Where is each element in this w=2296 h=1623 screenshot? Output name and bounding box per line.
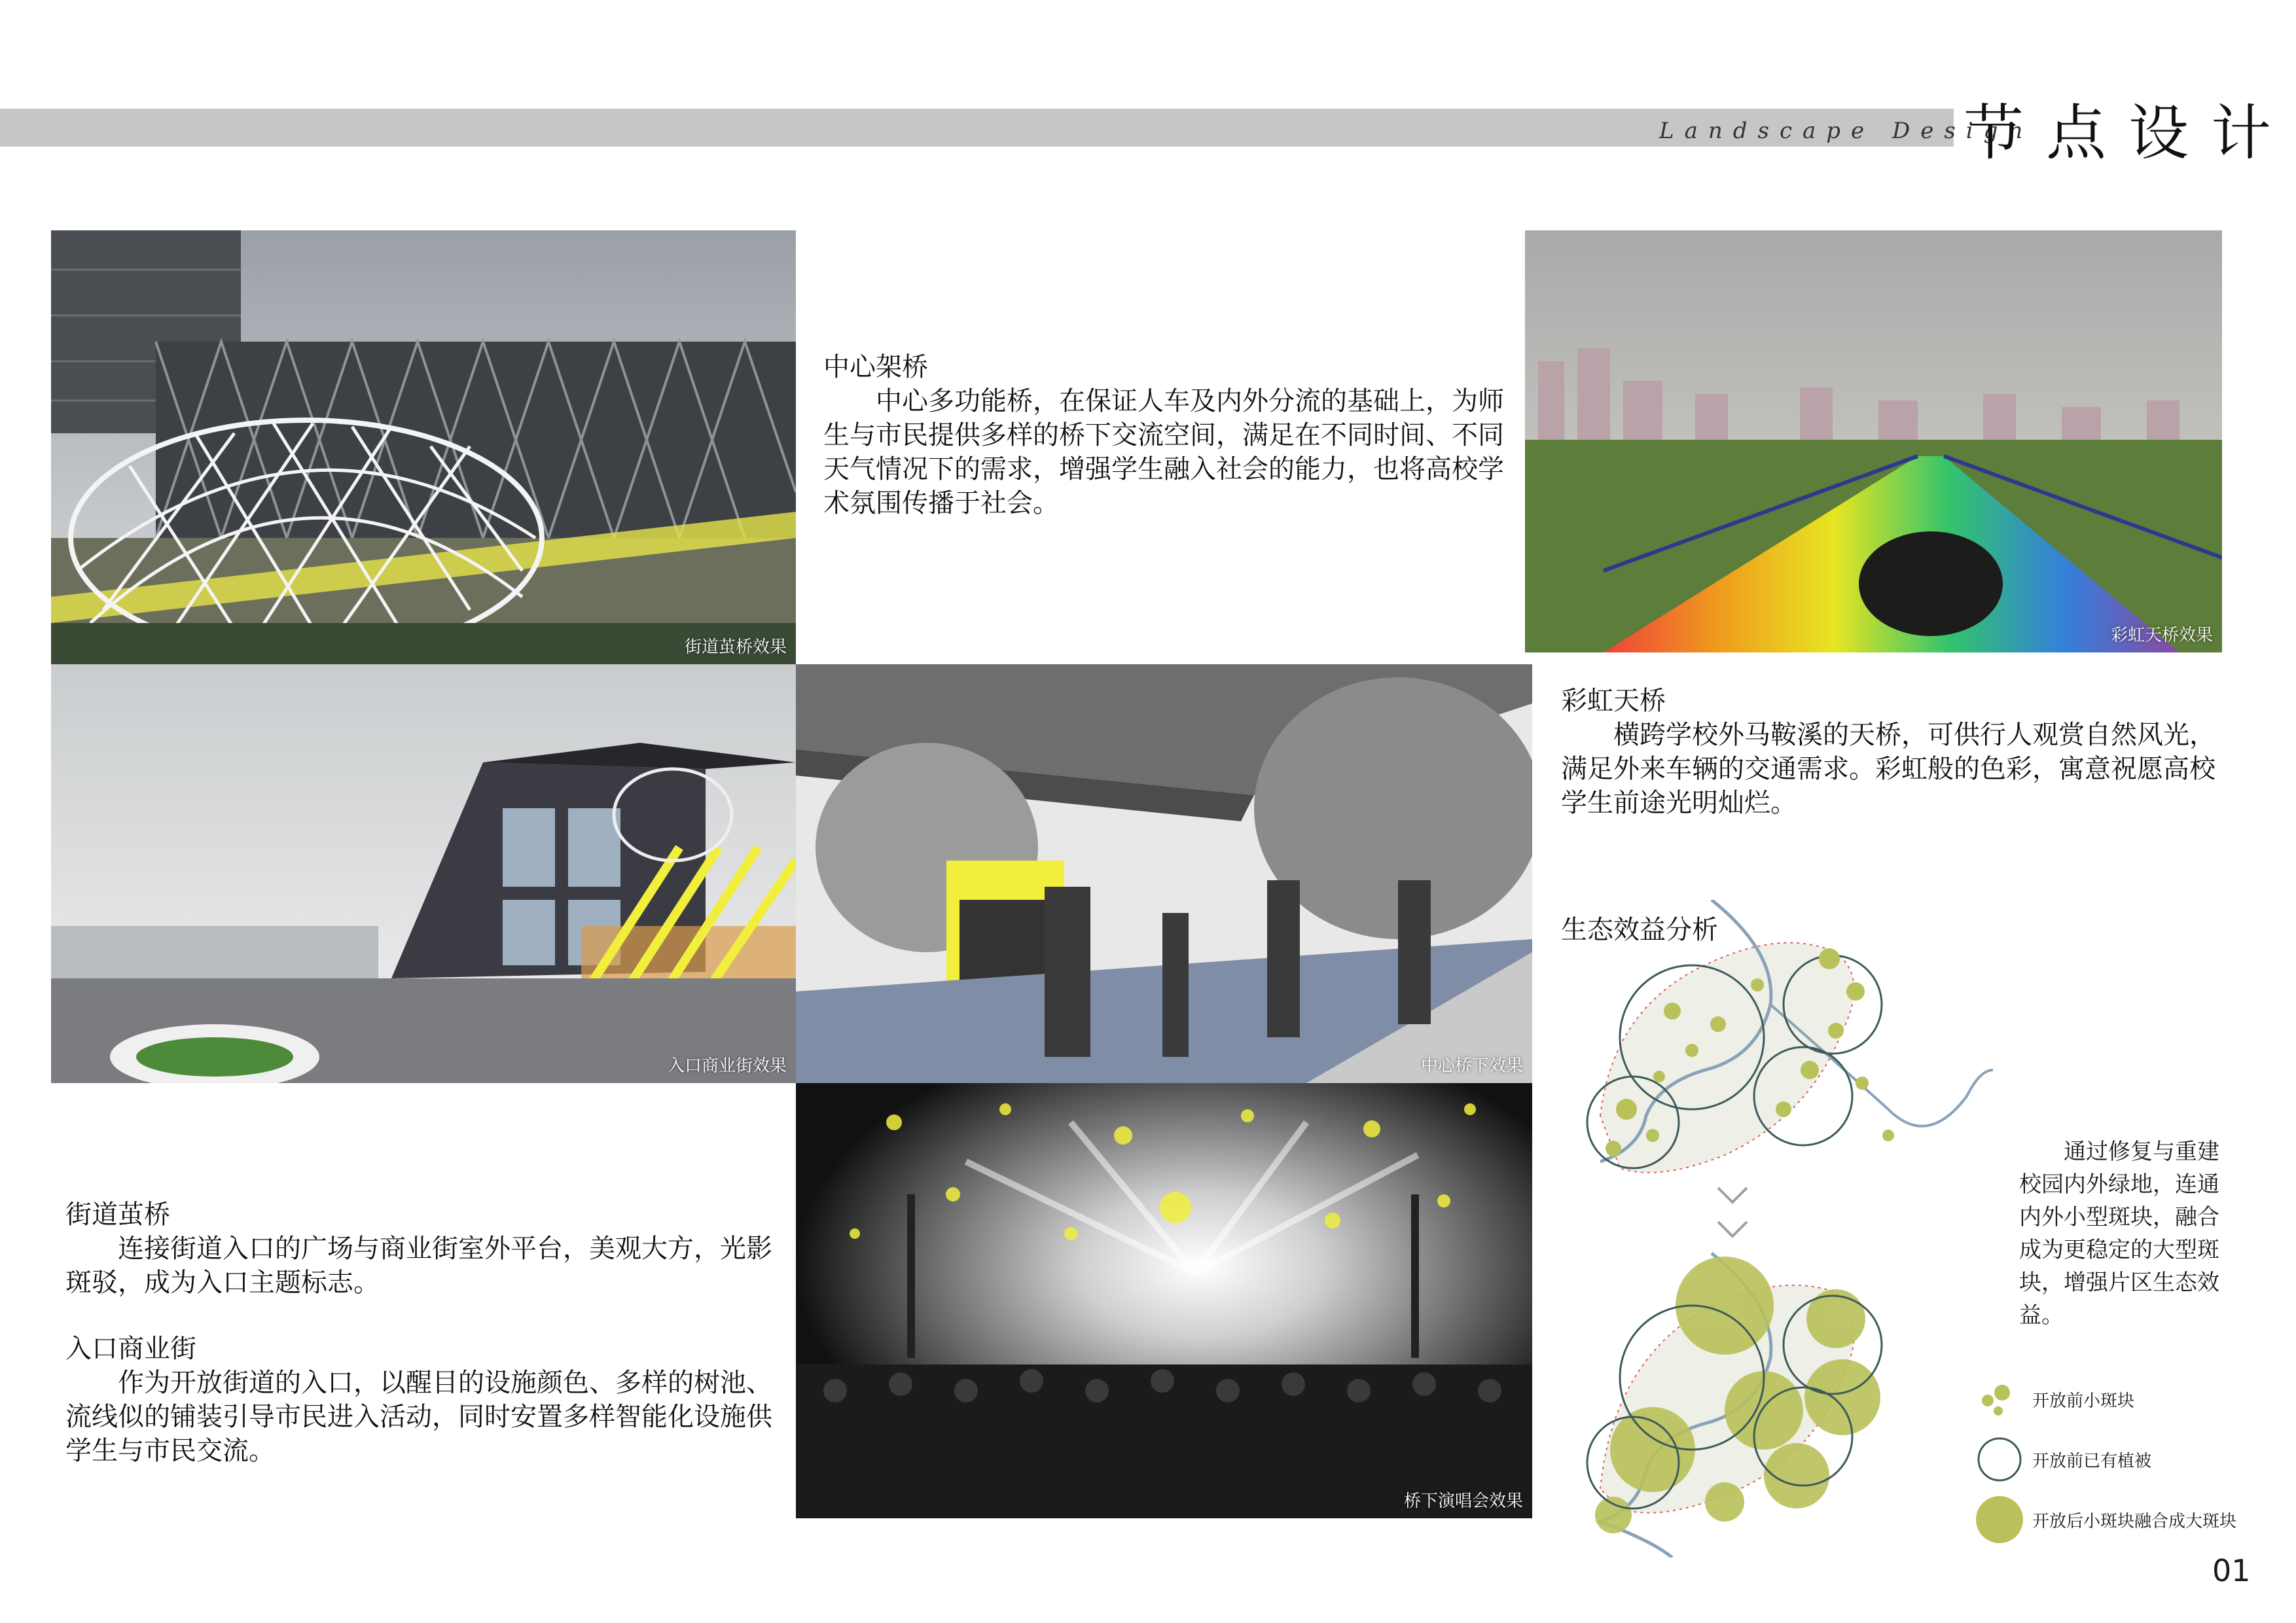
- under-bridge-image: [796, 664, 1532, 1083]
- entrance-street-body: 作为开放街道的入口，以醒目的设施颜色、多样的树池、流线似的铺装引导市民进入活动，同时安置多样智能化设施供学生与市民交流。: [65, 1368, 772, 1466]
- eco-diagram: [1561, 900, 1993, 1558]
- page-number: 01: [2212, 1553, 2251, 1588]
- entrance-street-image: [51, 664, 796, 1083]
- legend-existing-vegetation: [1973, 1433, 2151, 1486]
- entrance-street-title: 入口商业街: [65, 1334, 196, 1364]
- small-patch-icon: [1973, 1373, 2026, 1425]
- street-cocoon-title: 街道茧桥: [65, 1200, 170, 1230]
- page-title: 节点设计: [1964, 98, 2294, 168]
- rainbow-bridge-caption: 彩虹天桥效果: [2110, 626, 2213, 645]
- concert-caption: 桥下演唱会效果: [1403, 1491, 1523, 1511]
- header-subtitle: Landscape Design: [1659, 118, 2034, 144]
- street-cocoon-text: [65, 1198, 772, 1300]
- under-bridge-caption: 中心桥下效果: [1420, 1056, 1523, 1076]
- rainbow-bridge-image: [1525, 230, 2222, 652]
- eco-note: 通过修复与重建校园内外绿地，连通内外小型斑块，融合成为更稳定的大型斑块，增强片区生态效益。: [2019, 1139, 2219, 1329]
- legend-existing-vegetation-label: 开放前已有植被: [2032, 1451, 2152, 1471]
- rainbow-bridge-title: 彩虹天桥: [1561, 686, 1666, 716]
- vegetation-ring-icon: [1973, 1433, 2026, 1486]
- legend-small-patch: [1973, 1373, 2134, 1425]
- rainbow-bridge-text: [1561, 684, 2215, 820]
- entrance-street-text: [65, 1332, 772, 1468]
- center-bridge-title: 中心架桥: [823, 352, 928, 382]
- center-bridge-body: 中心多功能桥，在保证人车及内外分流的基础上，为师生与市民提供多样的桥下交流空间，满足在不同时间、不同天气情况下的需求，增强学生融入社会的能力，也将高校学术氛围传播于社会。: [823, 386, 1504, 518]
- eco-title: 生态效益分析: [1561, 915, 1718, 945]
- street-cocoon-body: 连接街道入口的广场与商业街室外平台，美观大方，光影斑驳，成为入口主题标志。: [65, 1234, 772, 1298]
- concert-image: [796, 1083, 1532, 1518]
- entrance-street-caption: 入口商业街效果: [667, 1056, 787, 1076]
- street-cocoon-caption: 街道茧桥效果: [684, 637, 787, 657]
- street-cocoon-image: [51, 230, 796, 664]
- merged-patch-icon: [1973, 1493, 2026, 1546]
- legend-merged-patch: [1973, 1493, 2236, 1546]
- rainbow-bridge-body: 横跨学校外马鞍溪的天桥，可供行人观赏自然风光，满足外来车辆的交通需求。彩虹般的色彩，寓意祝愿高校学生前途光明灿烂。: [1561, 720, 2215, 818]
- legend-merged-patch-label: 开放后小斑块融合成大斑块: [2032, 1511, 2237, 1531]
- center-bridge-text: [823, 350, 1517, 520]
- legend-small-patch-label: 开放前小斑块: [2032, 1391, 2135, 1411]
